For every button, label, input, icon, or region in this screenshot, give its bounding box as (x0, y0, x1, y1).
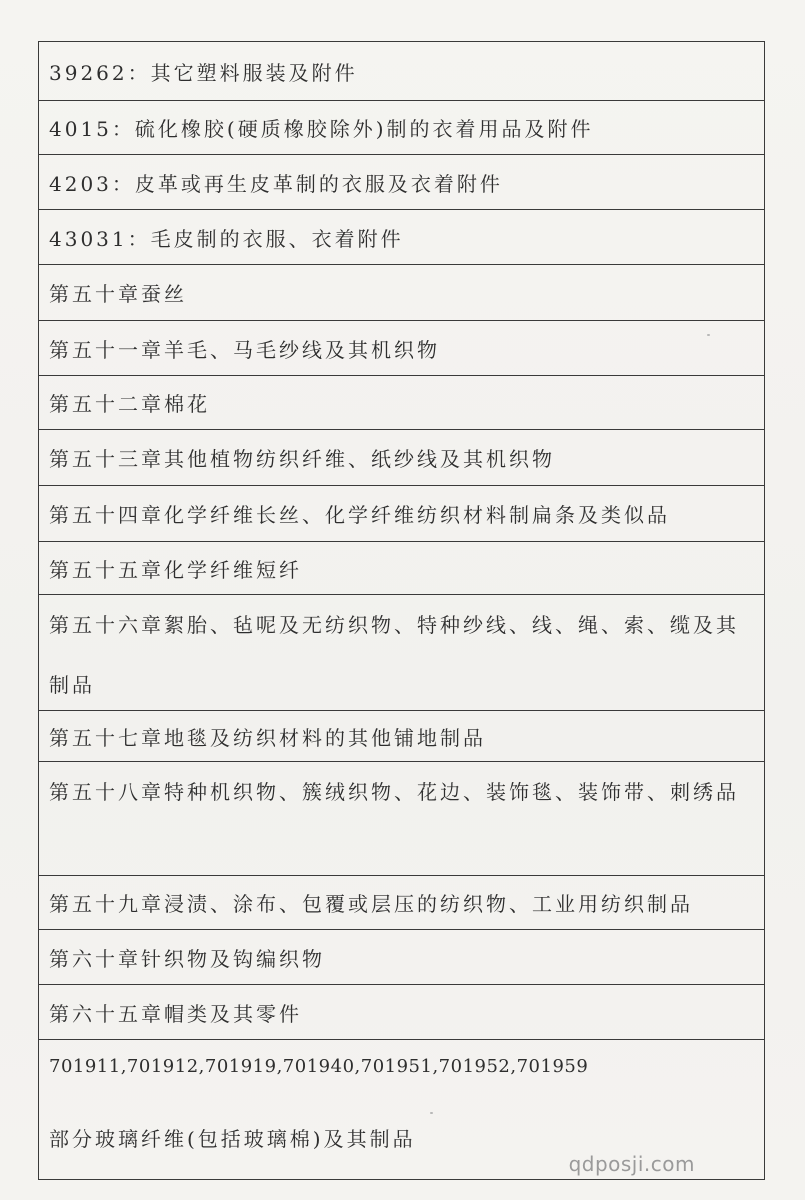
table-row: 第五十五章化学纤维短纤 (39, 541, 764, 594)
product-table (38, 41, 765, 1180)
table-row: 第五十三章其他植物纺织纤维、纸纱线及其机织物 (39, 429, 764, 485)
table-row: 39262：其它塑料服装及附件 (49, 60, 358, 85)
table-row: 第六十章针织物及钩编织物 (39, 929, 764, 984)
table-row: 第五十六章絮胎、毡呢及无纺织物、特种纱线、线、绳、索、缆及其制品 (39, 594, 764, 710)
table-row: 4015：硫化橡胶(硬质橡胶除外)制的衣着用品及附件 (39, 100, 764, 154)
table-row: 第五十二章棉花 (39, 375, 764, 429)
table-row: 第五十九章浸渍、涂布、包覆或层压的纺织物、工业用纺织制品 (39, 875, 764, 929)
table-row: 第五十四章化学纤维长丝、化学纤维纺织材料制扁条及类似品 (39, 485, 764, 541)
scan-speck (707, 334, 710, 336)
hs-codes: 701911,701912,701919,701940,701951,701952,701959 (49, 1056, 589, 1077)
table-row: 第五十七章地毯及纺织材料的其他铺地制品 (39, 710, 764, 761)
table-row: 4203：皮革或再生皮革制的衣服及衣着附件 (39, 154, 764, 209)
table-row: 第五十八章特种机织物、簇绒织物、花边、装饰毯、装饰带、刺绣品 (39, 761, 764, 875)
watermark: qdposji.com (568, 1152, 695, 1176)
row-description: 部分玻璃纤维(包括玻璃棉)及其制品 (49, 1127, 416, 1151)
table-row: 第五十一章羊毛、马毛纱线及其机织物 (39, 320, 764, 375)
table-row: 43031：毛皮制的衣服、衣着附件 (39, 209, 764, 264)
table-row: 第六十五章帽类及其零件 (39, 984, 764, 1039)
scan-speck (430, 1112, 433, 1114)
table-row: 第五十章蚕丝 (39, 264, 764, 320)
